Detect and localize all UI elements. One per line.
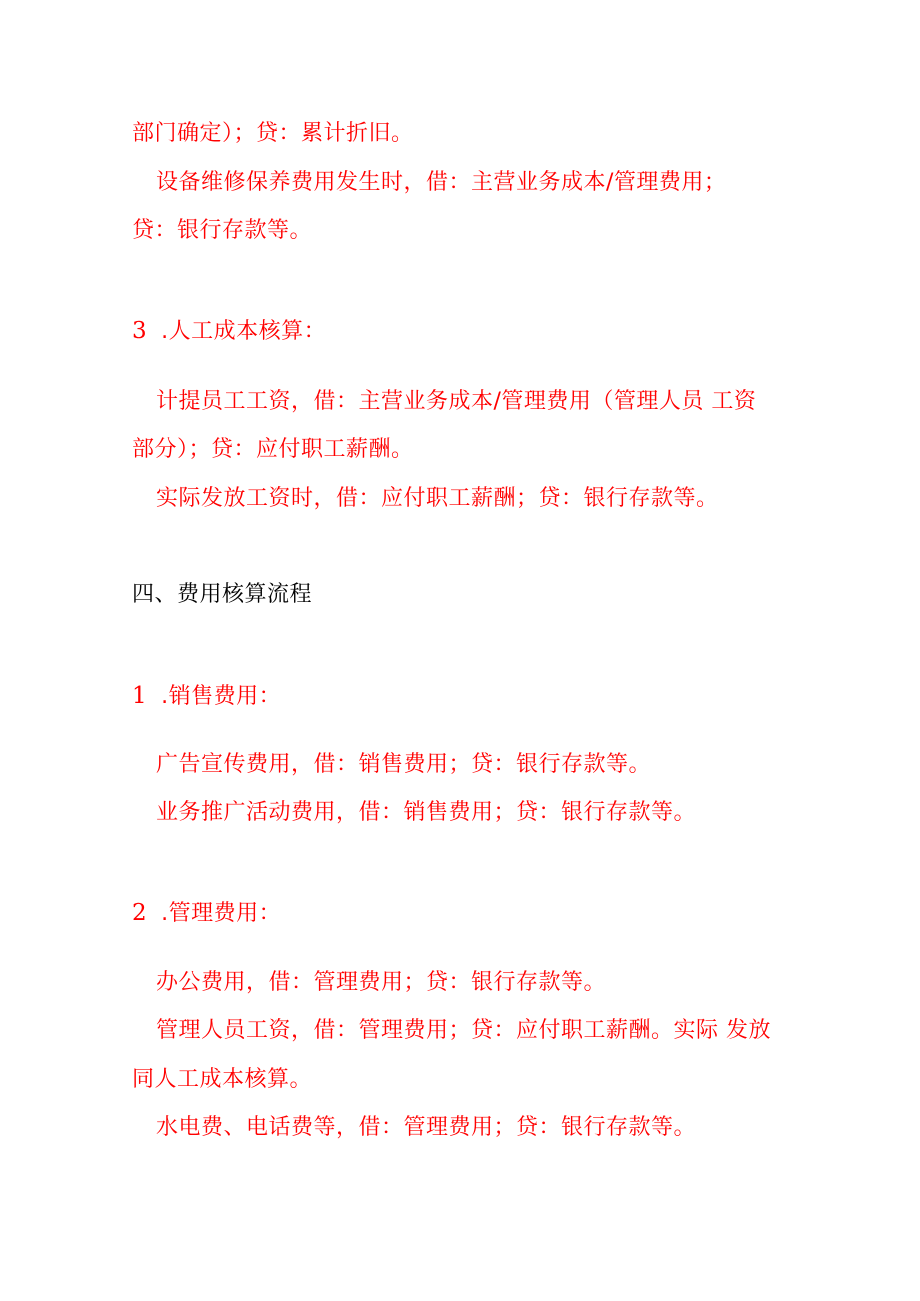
subsection-heading-2: [132, 898, 281, 929]
paragraph-line: 办公费用，借：管理费用；贷：银行存款等。: [156, 970, 607, 995]
paragraph-line: 部分）；贷：应付职工薪酬。: [132, 437, 414, 462]
section-heading-3: [132, 316, 326, 347]
paragraph-line: 水电费、电话费等，借：管理费用；贷：银行存款等。: [156, 1115, 697, 1140]
subsection-title: .销售费用：: [161, 684, 282, 709]
paragraph-line: 设备维修保养费用发生时，借：主营业务成本/管理费用；: [156, 170, 727, 195]
paragraph-line: 管理人员工资，借：管理费用；贷：应付职工薪酬。实际 发放: [156, 1018, 771, 1043]
paragraph-line: 实际发放工资时，借：应付职工薪酬；贷：银行存款等。: [156, 486, 719, 511]
subsection-number: 2: [132, 900, 148, 926]
paragraph-line: 贷：银行存款等。: [132, 218, 313, 243]
subsection-title: .管理费用：: [161, 901, 282, 926]
section-title: .人工成本核算：: [161, 319, 327, 344]
section-number: 3: [132, 318, 148, 344]
paragraph-line: 业务推广活动费用，借：销售费用；贷：银行存款等。: [156, 800, 697, 825]
chapter-heading: 四、费用核算流程: [132, 582, 313, 607]
subsection-number: 1: [132, 683, 148, 709]
paragraph-line: 计提员工工资，借：主营业务成本/管理费用（管理人员 工资: [156, 389, 757, 414]
paragraph-line: 部门确定）；贷：累计折旧。: [132, 121, 414, 146]
paragraph-line: 广告宣传费用，借：销售费用；贷：银行存款等。: [156, 752, 652, 777]
paragraph-line: 同人工成本核算。: [132, 1067, 313, 1092]
subsection-heading-1: [132, 681, 281, 712]
